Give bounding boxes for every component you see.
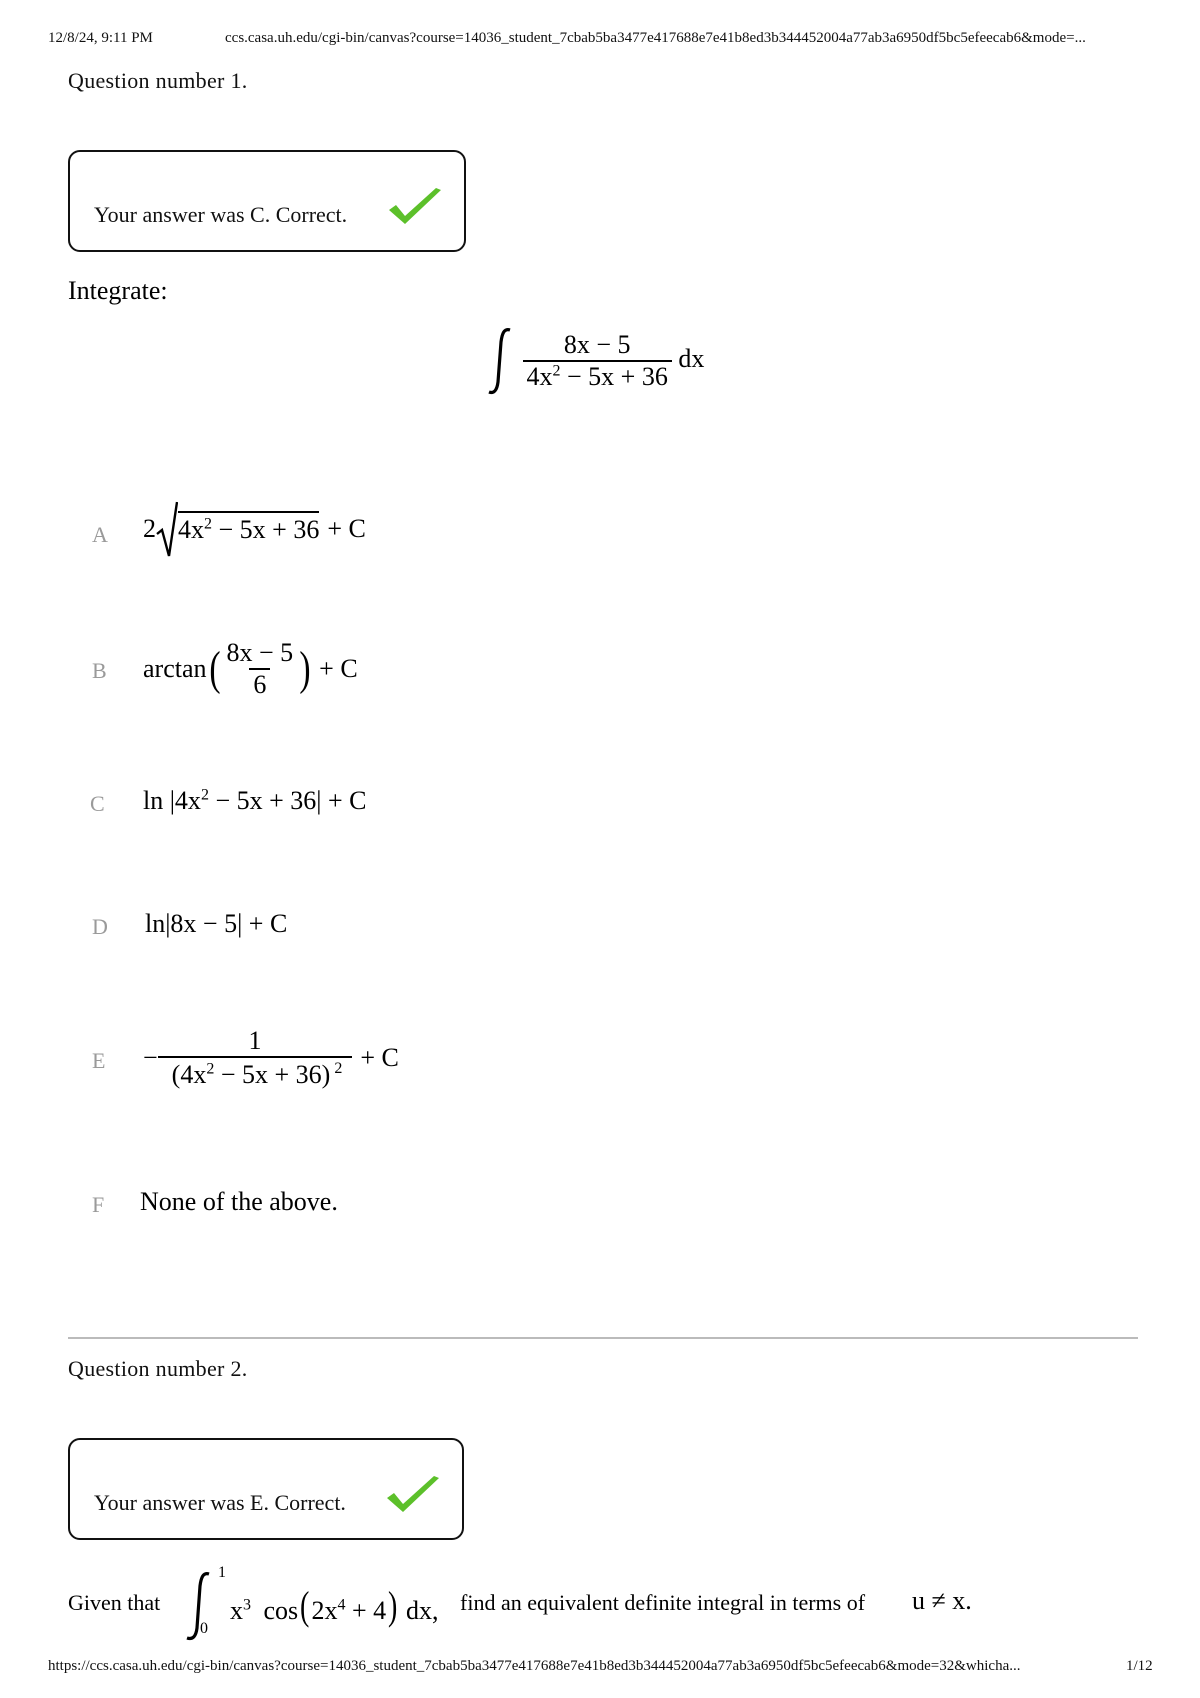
print-datetime: 12/8/24, 9:11 PM <box>48 30 153 46</box>
option-b-letter: B <box>92 658 107 683</box>
option-f-letter: F <box>92 1192 105 1217</box>
question-2-number: Question number 2. <box>68 1356 248 1381</box>
question-divider <box>68 1337 1138 1339</box>
radical-sign-icon <box>156 500 178 558</box>
option-f: None of the above. <box>140 1187 338 1216</box>
page-number: 1/12 <box>1126 1658 1153 1674</box>
question-1-integral <box>486 326 704 396</box>
integrand-dx: dx <box>678 343 705 373</box>
question-1-number: Question number 1. <box>68 68 248 93</box>
option-e: − $\frac{1}{(4x^2 - 5x + 36) ^2}$ + C <box>143 1026 399 1089</box>
integral-sign-icon <box>486 326 516 396</box>
checkmark-icon <box>386 186 444 230</box>
integral-sign-icon <box>184 1570 214 1642</box>
integrand-fraction: $\frac{8x - 5}{4x^2 - 5x + 36}$ <box>523 330 672 392</box>
print-url: ccs.casa.uh.edu/cgi-bin/canvas?course=14036_student_7cbab5ba3477e417688e7e41b8ed3b344452004a77ab3a6950df5bc5efeecab6&mode=... <box>225 30 1086 46</box>
question-2-result-text: Your answer was E. Correct. <box>94 1490 346 1515</box>
option-a-letter: A <box>92 522 108 547</box>
footer-url: https://ccs.casa.uh.edu/cgi-bin/canvas?course=14036_student_7cbab5ba3477e417688e7e41b8ed3b344452004a77ab3a6950df5bc5efeecab6&mode=32&whicha... <box>48 1658 1021 1674</box>
option-d: ln|8x − 5| + C <box>145 909 288 938</box>
option-c: $\ln |4x^2 - 5x + 36| + C$ <box>143 786 367 815</box>
question-1-result-box <box>68 150 466 252</box>
option-c-letter: C <box>90 791 105 816</box>
question-1-prompt: Integrate: <box>68 276 168 305</box>
question-1-result-text: Your answer was C. Correct. <box>94 202 348 227</box>
checkmark-icon <box>384 1474 442 1518</box>
question-2-prompt: Given that 1 0 $x^3$ $\cos(2x^4 + 4)$ dx, find an equivalent definite integral in terms of u ≠ x. <box>68 1564 1168 1640</box>
option-e-letter: E <box>92 1048 106 1073</box>
option-a: 2 $4x^2 - 5x + 36$ + C <box>143 500 366 558</box>
option-b: arctan ( $\frac{8x - 5}{6}$ ) + C <box>143 638 358 699</box>
option-d-letter: D <box>92 914 108 939</box>
question-2-result-box <box>68 1438 464 1540</box>
